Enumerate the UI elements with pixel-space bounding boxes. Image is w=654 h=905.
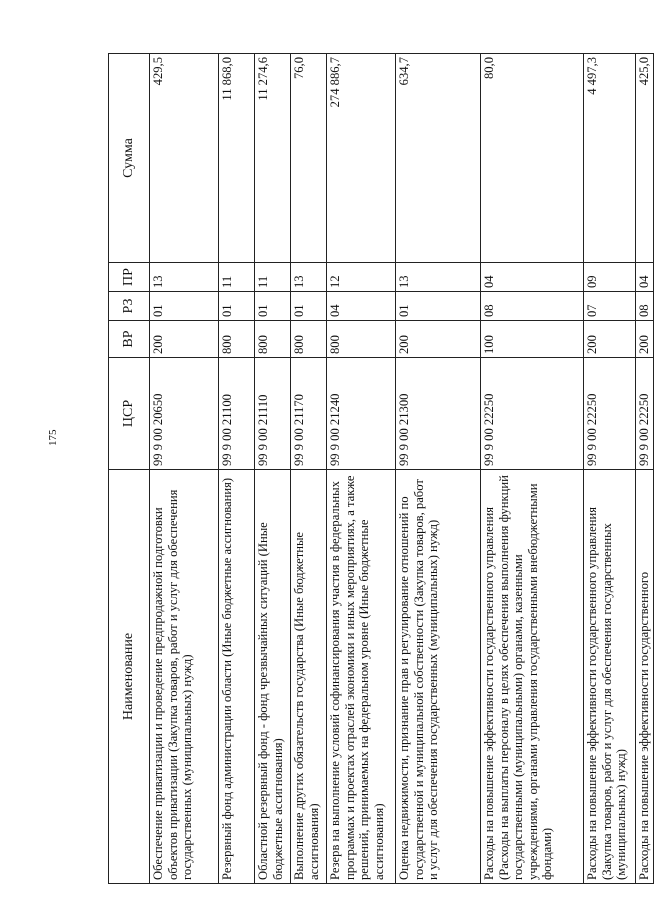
cell-pr: 13	[396, 263, 481, 292]
cell-name: Расходы на повышение эффективности государственного управления (Закупка товаров, работ и услуг для обеспечения государственных (муниципальных) нужд)	[584, 470, 636, 884]
cell-sum: 11 274,6	[255, 54, 291, 263]
cell-pr: 09	[584, 263, 636, 292]
table-row	[396, 54, 481, 884]
header-csr: ЦСР	[109, 358, 150, 470]
cell-pr: 11	[255, 263, 291, 292]
table-row	[584, 54, 636, 884]
header-name: Наименование	[109, 470, 150, 884]
cell-sum: 429,5	[150, 54, 219, 263]
cell-csr: 99 9 00 21170	[291, 358, 327, 470]
cell-pr: 04	[636, 263, 654, 292]
cell-vr: 800	[291, 321, 327, 358]
cell-csr: 99 9 00 21110	[255, 358, 291, 470]
cell-sum: 425,0	[636, 54, 654, 263]
header-vr: ВР	[109, 321, 150, 358]
cell-rz: 01	[255, 292, 291, 321]
cell-vr: 800	[255, 321, 291, 358]
cell-rz: 01	[219, 292, 255, 321]
cell-name: Расходы на повышение эффективности государственного	[636, 470, 654, 884]
cell-vr: 200	[636, 321, 654, 358]
cell-csr: 99 9 00 21240	[327, 358, 396, 470]
table-row	[481, 54, 584, 884]
table-row	[255, 54, 291, 884]
cell-csr: 99 9 00 22250	[481, 358, 584, 470]
cell-csr: 99 9 00 20650	[150, 358, 219, 470]
cell-pr: 12	[327, 263, 396, 292]
cell-sum: 11 868,0	[219, 54, 255, 263]
table-row	[219, 54, 255, 884]
cell-sum: 76,0	[291, 54, 327, 263]
cell-rz: 08	[636, 292, 654, 321]
cell-csr: 99 9 00 22250	[636, 358, 654, 470]
cell-csr: 99 9 00 21300	[396, 358, 481, 470]
cell-name: Областной резервный фонд - фонд чрезвычайных ситуаций (Иные бюджетные ассигнования)	[255, 470, 291, 884]
table-row	[636, 54, 654, 884]
cell-rz: 04	[327, 292, 396, 321]
cell-pr: 13	[150, 263, 219, 292]
budget-table	[108, 53, 654, 884]
cell-vr: 200	[396, 321, 481, 358]
cell-sum: 80,0	[481, 54, 584, 263]
cell-rz: 01	[396, 292, 481, 321]
table-row	[150, 54, 219, 884]
cell-rz: 08	[481, 292, 584, 321]
cell-csr: 99 9 00 21100	[219, 358, 255, 470]
cell-rz: 01	[291, 292, 327, 321]
cell-sum: 4 497,3	[584, 54, 636, 263]
cell-vr: 800	[219, 321, 255, 358]
cell-vr: 200	[584, 321, 636, 358]
cell-name: Выполнение других обязательств государства (Иные бюджетные ассигнования)	[291, 470, 327, 884]
table-row	[327, 54, 396, 884]
cell-name: Резервный фонд администрации области (Иные бюджетные ассигнования)	[219, 470, 255, 884]
cell-pr: 13	[291, 263, 327, 292]
cell-pr: 04	[481, 263, 584, 292]
cell-name: Оценка недвижимости, признание прав и регулирование отношений по государственной и муниципальной собственности (Закупка товаров, работ и услуг для обеспечения государственных (муниципальных) нужд)	[396, 470, 481, 884]
cell-csr: 99 9 00 22250	[584, 358, 636, 470]
header-row	[109, 54, 150, 884]
page-number: 175	[47, 429, 59, 446]
cell-sum: 634,7	[396, 54, 481, 263]
cell-rz: 07	[584, 292, 636, 321]
cell-rz: 01	[150, 292, 219, 321]
header-pr: ПР	[109, 263, 150, 292]
cell-vr: 800	[327, 321, 396, 358]
cell-vr: 200	[150, 321, 219, 358]
cell-name: Расходы на повышение эффективности государственного управления (Расходы на выплаты персоналу в целях обеспечения выполнения функций государственными (муниципальными) органами, казенными учреждениями, органами управления государственными внебюджетными фондами)	[481, 470, 584, 884]
header-rz: РЗ	[109, 292, 150, 321]
rotated-page	[108, 54, 651, 884]
cell-name: Резерв на выполнение условий софинансирования участия в федеральных программах и проектах отраслей экономики и иных мероприятиях, а также решений, принимаемых на федеральном уровне (Иные бюджетные ассигнования)	[327, 470, 396, 884]
cell-vr: 100	[481, 321, 584, 358]
header-sum: Сумма	[109, 54, 150, 263]
cell-name: Обеспечение приватизации и проведение предпродажной подготовки объектов приватизации (Закупка товаров, работ и услуг для обеспечения государственных (муниципальных) нужд)	[150, 470, 219, 884]
cell-sum: 274 886,7	[327, 54, 396, 263]
table-row	[291, 54, 327, 884]
cell-pr: 11	[219, 263, 255, 292]
